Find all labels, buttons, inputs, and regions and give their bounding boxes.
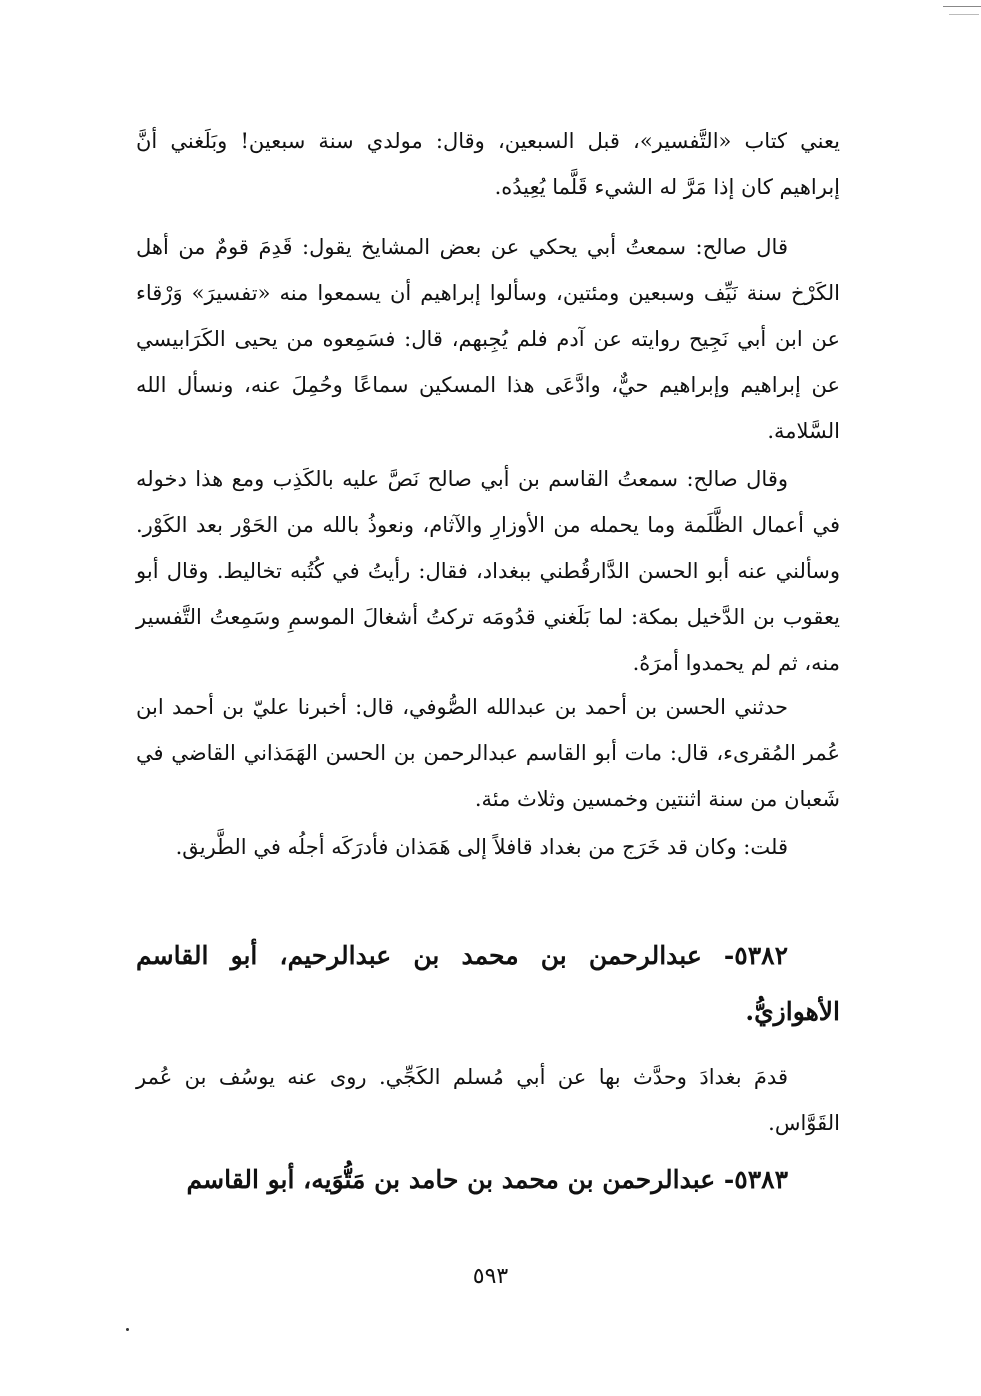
text-column xyxy=(136,0,840,1260)
scan-edge-mark xyxy=(943,6,981,7)
paragraph-salih-qasim: وقال صالح: سمعتُ القاسم بن أبي صالح نَصَّ عليه بالكَذِب ومع هذا دخوله في أعمال الظَّلَمة وما يحمله من الأوزارِ والآثام، ونعوذُ بالله من الحَوْر بعد الكَوْر. وسألني عنه أبو الحسن الدَّارقُطني ببغداد، فقال: رأيتُ في كُتُبه تخاليط. وقال أبو يعقوب بن الدَّخيل بمكة: لما بَلَغني قدُومَه تركتُ أشغالَ الموسمِ وسَمِعتُ التَّفسير منه، ثم لم يحمدوا أمرَهُ. xyxy=(136,467,840,675)
page-number: ٥٩٣ xyxy=(472,1264,509,1289)
entry-heading-5383: ٥٣٨٣- عبدالرحمن بن محمد بن حامد بن مَتُّوَيه، أبو القاسم xyxy=(186,1165,788,1194)
paragraph-hasan-sufi: حدثني الحسن بن أحمد بن عبدالله الصُّوفي، قال: أخبرنا عليّ بن أحمد ابن عُمر المُقرىء، قال: مات أبو القاسم عبدالرحمن بن الحسن الهَمَذاني القاضي في شَعبان من سنة اثنتين وخمسين وثلاث مئة. xyxy=(136,695,840,811)
paragraph-continuation: يعني كتاب «التَّفسير»، قبل السبعين، وقال: مولدي سنة سبعين! وبَلَغني أنَّ إبراهيم كان إذا مَرَّ له الشيء قَلَّما يُعِيدُه. xyxy=(136,129,840,199)
scan-speck xyxy=(126,1328,129,1331)
entry-heading-5382: ٥٣٨٢- عبدالرحمن بن محمد بن عبدالرحيم، أبو القاسم الأهوازيُّ. xyxy=(136,941,840,1026)
scan-edge-mark xyxy=(949,14,979,15)
paragraph-entry-5382: قدمَ بغدادَ وحدَّث بها عن أبي مُسلم الكَجِّي. روى عنه يوسُف بن عُمر القَوَّاس. xyxy=(136,1065,840,1135)
paragraph-qultu: قلت: وكان قد خَرَج من بغداد قافلاً إلى هَمَذان فأدرَكَه أجلُه في الطَّريق. xyxy=(175,835,788,859)
paragraph-salih-mashayikh: قال صالح: سمعتُ أبي يحكي عن بعض المشايخ يقول: قَدِمَ قومٌ من أهل الكَرْخ سنة نَيِّف وسبعين ومئتين، وسألوا إبراهيم أن يسمعوا منه «تفسيرَ» وَرْقاء عن ابن أبي نَجِيح روايته عن آدم فلم يُجِبهم، قال: فسَمِعوه من يحيى الكَرَابيسي عن إبراهيم وإبراهيم حيٌّ، وادَّعَى هذا المسكين سماعًا وحُمِلَ عنه، ونسأل الله السَّلامة. xyxy=(136,235,840,443)
